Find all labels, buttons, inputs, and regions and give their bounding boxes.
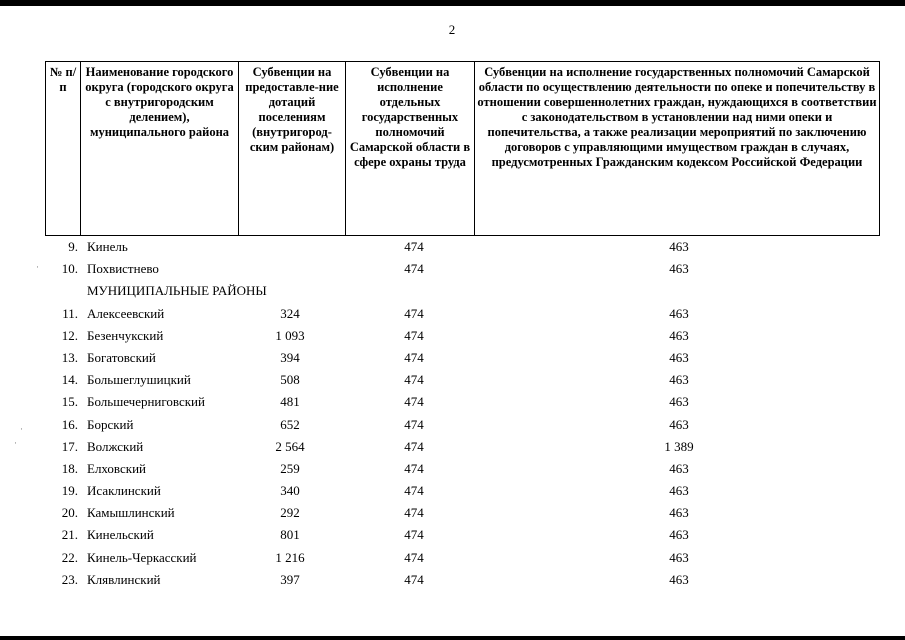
table-row [45,524,879,546]
row-col2: 474 [404,505,424,521]
row-col2: 474 [404,527,424,543]
row-col2: 474 [404,571,424,587]
table-row [45,458,879,480]
row-number: 17. [61,438,78,454]
table-row [45,391,879,413]
header-name: Наименование городского округа (городского округа с внутригородским делением), муниципального района [81,62,239,236]
row-number: 20. [61,505,78,521]
page-number: 2 [448,22,456,37]
row-col3: 463 [669,571,689,587]
row-col1: 259 [280,460,300,476]
row-col3: 463 [669,327,689,343]
table-row [45,569,879,591]
row-number: 22. [61,549,78,565]
row-name: Кинель-Черкасский [87,549,197,565]
row-col2: 474 [404,349,424,365]
table-row [45,480,879,502]
section-title: МУНИЦИПАЛЬНЫЕ РАЙОНЫ [87,283,267,299]
row-col2: 474 [404,460,424,476]
row-col3: 463 [669,394,689,410]
row-name: Борский [87,416,134,432]
scan-speck: · [14,438,17,448]
header-col3: Субвенции на исполнение государственных полномочий Самарской области по осуществлению деятельности по опеке и попечительству в отношении совершеннолетних граждан, нуждающихся в соответствии с законодательством в установлении над ними опеки и попечительства, а также реализации мероприятий по заключению договоров с управляющими имуществом граждан в случаях, предусмотренных Гражданским кодексом Российской Федерации [475,62,880,236]
row-col3: 463 [669,305,689,321]
row-col2: 474 [404,327,424,343]
row-number: 18. [61,460,78,476]
row-col1: 652 [280,416,300,432]
row-name: Безенчукский [87,327,164,343]
table-row [45,436,879,458]
table-row [45,236,879,258]
scan-speck: · [36,262,39,272]
row-col1: 481 [280,394,300,410]
row-name: Клявлинский [87,571,161,587]
row-col1: 2 564 [275,438,305,454]
row-name: Большечерниговский [87,394,205,410]
row-col3: 463 [669,239,689,254]
table-row [45,369,879,391]
row-col2: 474 [404,416,424,432]
row-number: 11. [62,305,78,321]
row-col1: 801 [280,527,300,543]
table-header [45,61,880,236]
row-number: 23. [61,571,78,587]
row-name: Кинельский [87,527,154,543]
row-name: Богатовский [87,349,156,365]
row-name: Большеглушицкий [87,372,191,388]
table-row [45,258,879,280]
row-col1: 292 [280,505,300,521]
row-col2: 474 [404,261,424,277]
row-name: Кинель [87,239,128,254]
row-col3: 463 [669,527,689,543]
table-body [45,236,879,591]
row-col2: 474 [404,483,424,499]
row-col3: 463 [669,261,689,277]
header-num: № п/п [46,62,81,236]
row-number: 21. [61,527,78,543]
row-col3: 463 [669,349,689,365]
row-col1: 340 [280,483,300,499]
header-col1: Субвенции на предоставле-ние дотаций поселениям (внутригород-ским районам) [239,62,346,236]
section-row [45,280,879,302]
row-col3: 463 [669,549,689,565]
row-col2: 474 [404,438,424,454]
row-col3: 463 [669,483,689,499]
header-col2: Субвенции на исполнение отдельных государственных полномочий Самарской области в сфере охраны труда [346,62,475,236]
scan-top-border [0,0,905,6]
table-row [45,414,879,436]
table-row [45,303,879,325]
row-name: Елховский [87,460,146,476]
row-name: Похвистнево [87,261,159,277]
row-col3: 1 389 [664,438,694,454]
row-number: 12. [61,327,78,343]
row-col2: 474 [404,549,424,565]
table-row [45,547,879,569]
row-col2: 474 [404,239,424,254]
row-number: 9. [68,239,78,254]
row-number: 19. [61,483,78,499]
row-name: Исаклинский [87,483,161,499]
row-number: 16. [61,416,78,432]
row-col2: 474 [404,394,424,410]
scan-speck: · [20,424,23,434]
row-col2: 474 [404,305,424,321]
row-number: 10. [61,261,78,277]
row-number: 14. [61,372,78,388]
row-col3: 463 [669,505,689,521]
row-col1: 394 [280,349,300,365]
row-col2: 474 [404,372,424,388]
row-col1: 508 [280,372,300,388]
row-name: Алексеевский [87,305,165,321]
scan-bottom-border [0,636,905,640]
table-row [45,502,879,524]
row-col3: 463 [669,460,689,476]
row-number: 13. [61,349,78,365]
table-row [45,325,879,347]
table-row [45,347,879,369]
row-name: Волжский [87,438,144,454]
row-col1: 397 [280,571,300,587]
row-col1: 324 [280,305,300,321]
row-col3: 463 [669,416,689,432]
row-col3: 463 [669,372,689,388]
row-col1: 1 216 [275,549,305,565]
row-col1: 1 093 [275,327,305,343]
row-name: Камышлинский [87,505,175,521]
row-number: 15. [61,394,78,410]
